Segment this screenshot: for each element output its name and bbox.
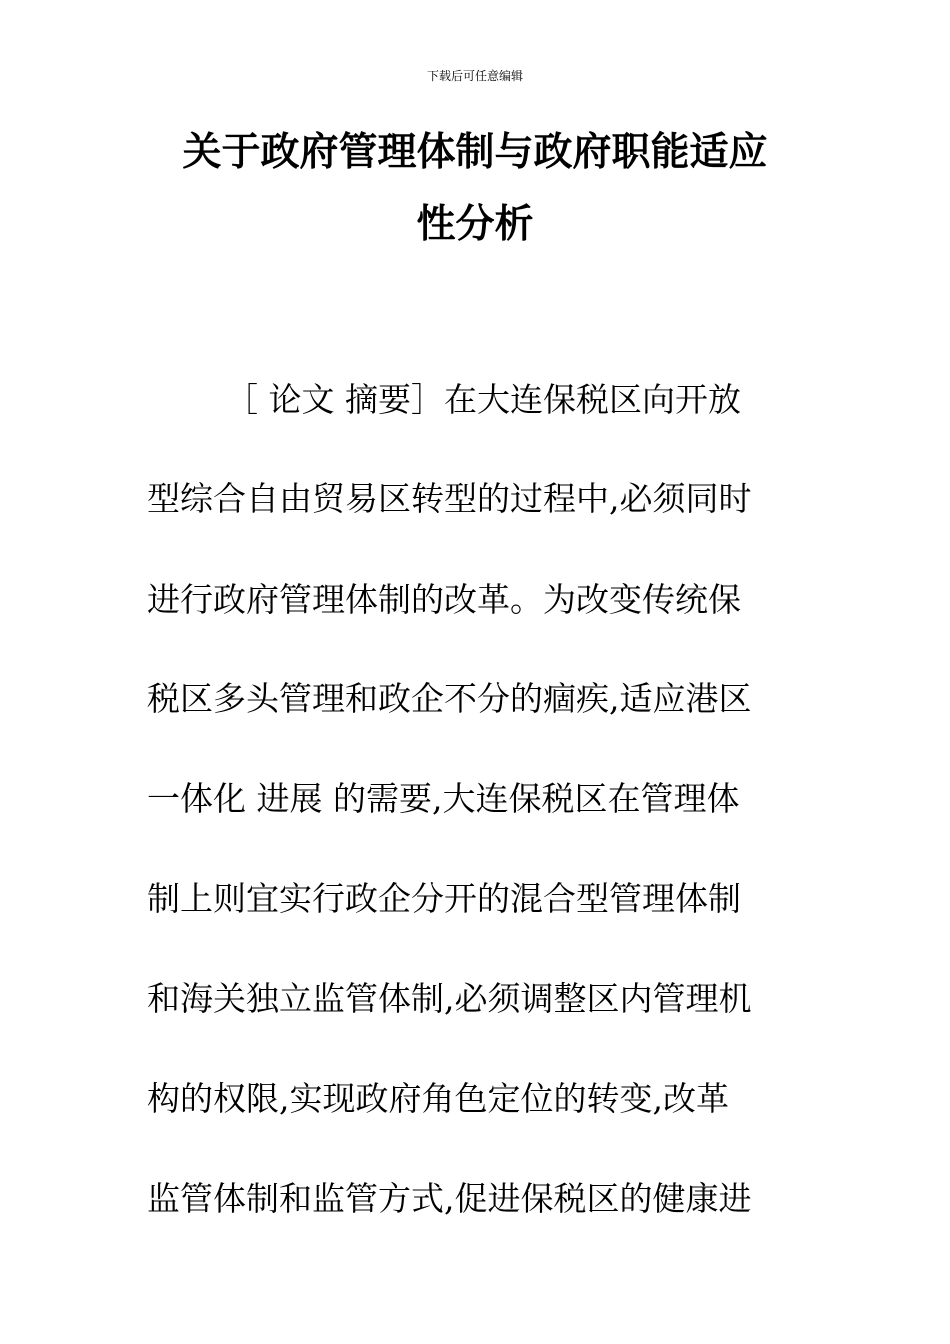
header-note: 下载后可任意编辑 xyxy=(426,69,523,83)
abstract-line-5: 一体化 进展 的需要,大连保税区在管理体 xyxy=(147,779,740,818)
abstract-line-4: 税区多头管理和政企不分的痼疾,适应港区 xyxy=(147,679,752,718)
abstract-line-1: ［ 论文 摘要］在大连保税区向开放 xyxy=(225,380,741,419)
abstract-line-7: 和海关独立监管体制,必须调整区内管理机 xyxy=(147,979,752,1018)
abstract-line-6: 制上则宜实行政企分开的混合型管理体制 xyxy=(147,879,741,918)
document-title-line-2: 性分析 xyxy=(416,202,534,247)
document-title-line-1: 关于政府管理体制与政府职能适应 xyxy=(182,130,768,175)
abstract-line-2: 型综合自由贸易区转型的过程中,必须同时 xyxy=(147,479,752,518)
abstract-line-3: 进行政府管理体制的改革。为改变传统保 xyxy=(147,580,741,619)
abstract-line-8: 构的权限,实现政府角色定位的转变,改革 xyxy=(147,1079,729,1118)
abstract-line-9: 监管体制和监管方式,促进保税区的健康进 xyxy=(147,1179,752,1218)
